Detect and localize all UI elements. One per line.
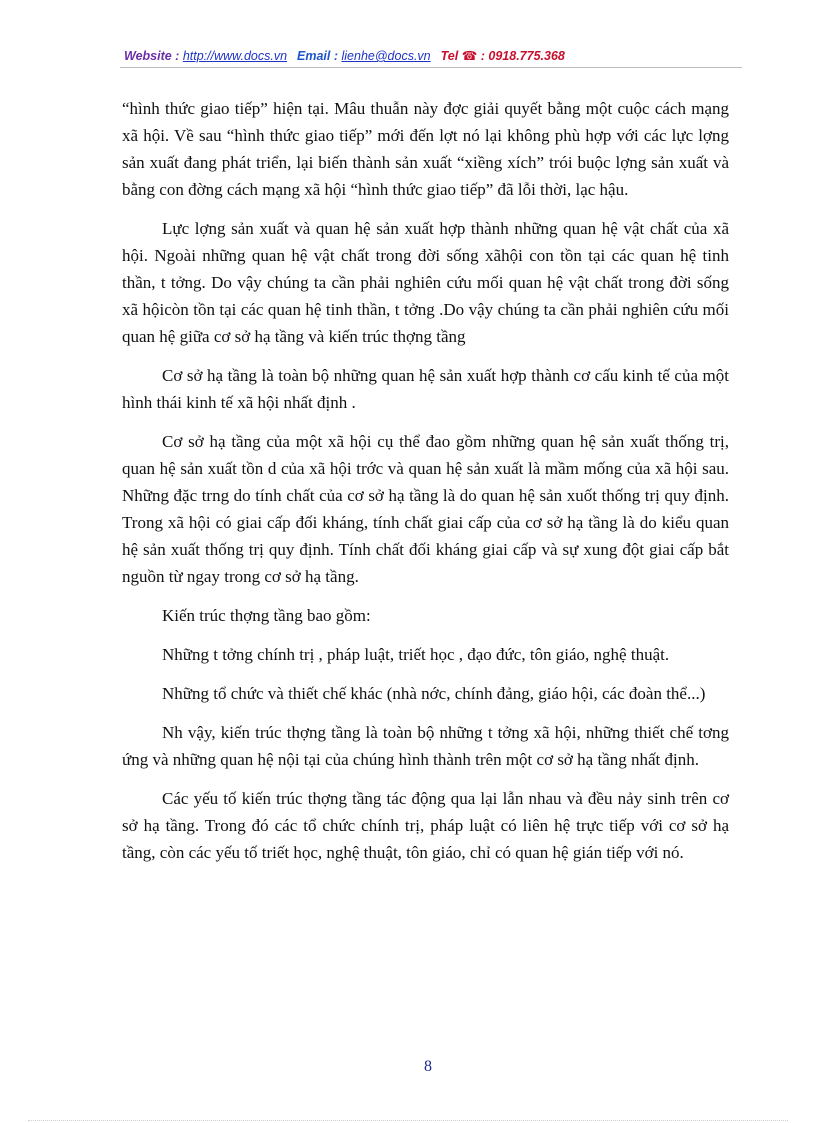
email-label: Email: [297, 49, 331, 63]
paragraph: Nh vậy, kiến trúc thợng tầng là toàn bộ những t tởng xã hội, những thiết chế tơng ứng và những quan hệ nội tại của chúng hình thành trên một cơ sở hạ tầng nhất định.: [122, 723, 729, 769]
document-body: [122, 95, 729, 878]
paragraph: “hình thức giao tiếp” hiện tại. Mâu thuẫn này đợc giải quyết bằng một cuộc cách mạng xã hội. Về sau “hình thức giao tiếp” mới đến lợt nó lại không phù hợp với các lực lợng sản xuất đang phát triển, lại biến thành sản xuất “xiềng xích” trói buộc lợng sản xuất và bằng con đờng cách mạng xã hội “hình thức giao tiếp” đã lỗi thời, lạc hậu.: [122, 99, 729, 199]
paragraph: Cơ sở hạ tầng là toàn bộ những quan hệ sản xuất hợp thành cơ cấu kinh tế của một hình thái kinh tế xã hội nhất định .: [122, 366, 729, 412]
paragraph: Các yếu tố kiến trúc thợng tầng tác động qua lại lẫn nhau và đều nảy sinh trên cơ sở hạ tầng. Trong đó các tổ chức chính trị, pháp luật có liên hệ trực tiếp với cơ sở hạ tầng, còn các yếu tố triết học, nghệ thuật, tôn giáo, chỉ có quan hệ gián tiếp với nó.: [122, 789, 729, 862]
paragraph: Lực lợng sản xuất và quan hệ sản xuất hợp thành những quan hệ vật chất của xã hội. Ngoài những quan hệ vật chất trong đời sống xãhội con tồn tại các quan hệ tinh thần, t tởng. Do vậy chúng ta cần phải nghiên cứu mối quan hệ vật chất trong đời sống xã hộicòn tồn tại các quan hệ tinh thần, t tởng .Do vậy chúng ta cần phải nghiên cứu mối quan hệ giữa cơ sở hạ tầng và kiến trúc thợng tầng: [122, 219, 729, 346]
tel-value: : 0918.775.368: [477, 49, 565, 63]
paragraph: Cơ sở hạ tầng của một xã hội cụ thể đao gồm những quan hệ sản xuất thống trị, quan hệ sản xuất tồn d của xã hội trớc và quan hệ sản xuất là mầm mống của xã hội sau. Những đặc trng do tính chất của cơ sở hạ tầng là do quan hệ sản xuốt thống trị quy định. Trong xã hội có giai cấp đối kháng, tính chất giai cấp của cơ sở hạ tầng là do kiểu quan hệ sản xuất thống trị quy định. Tính chất đối kháng giai cấp và sự xung đột giai cấp bắt nguồn từ ngay trong cơ sở hạ tầng.: [122, 432, 729, 586]
tel-label: Tel: [440, 49, 462, 63]
page-number: 8: [424, 1058, 432, 1075]
email-separator: :: [330, 49, 342, 63]
paragraph: Những t tởng chính trị , pháp luật, triết học , đạo đức, tôn giáo, nghệ thuật.: [162, 645, 670, 664]
website-label: Website :: [124, 49, 183, 63]
footer-divider: [28, 1120, 788, 1121]
website-link[interactable]: http://www.docs.vn: [182, 49, 288, 63]
page-header: [124, 48, 565, 63]
phone-icon: ☎: [461, 49, 478, 63]
paragraph: Những tổ chức và thiết chế khác (nhà nớc, chính đảng, giáo hội, các đoàn thể...): [162, 684, 706, 703]
email-link[interactable]: lienhe@docs.vn: [341, 49, 431, 63]
header-divider: [120, 67, 742, 68]
paragraph: Kiến trúc thợng tầng bao gồm:: [162, 606, 371, 625]
